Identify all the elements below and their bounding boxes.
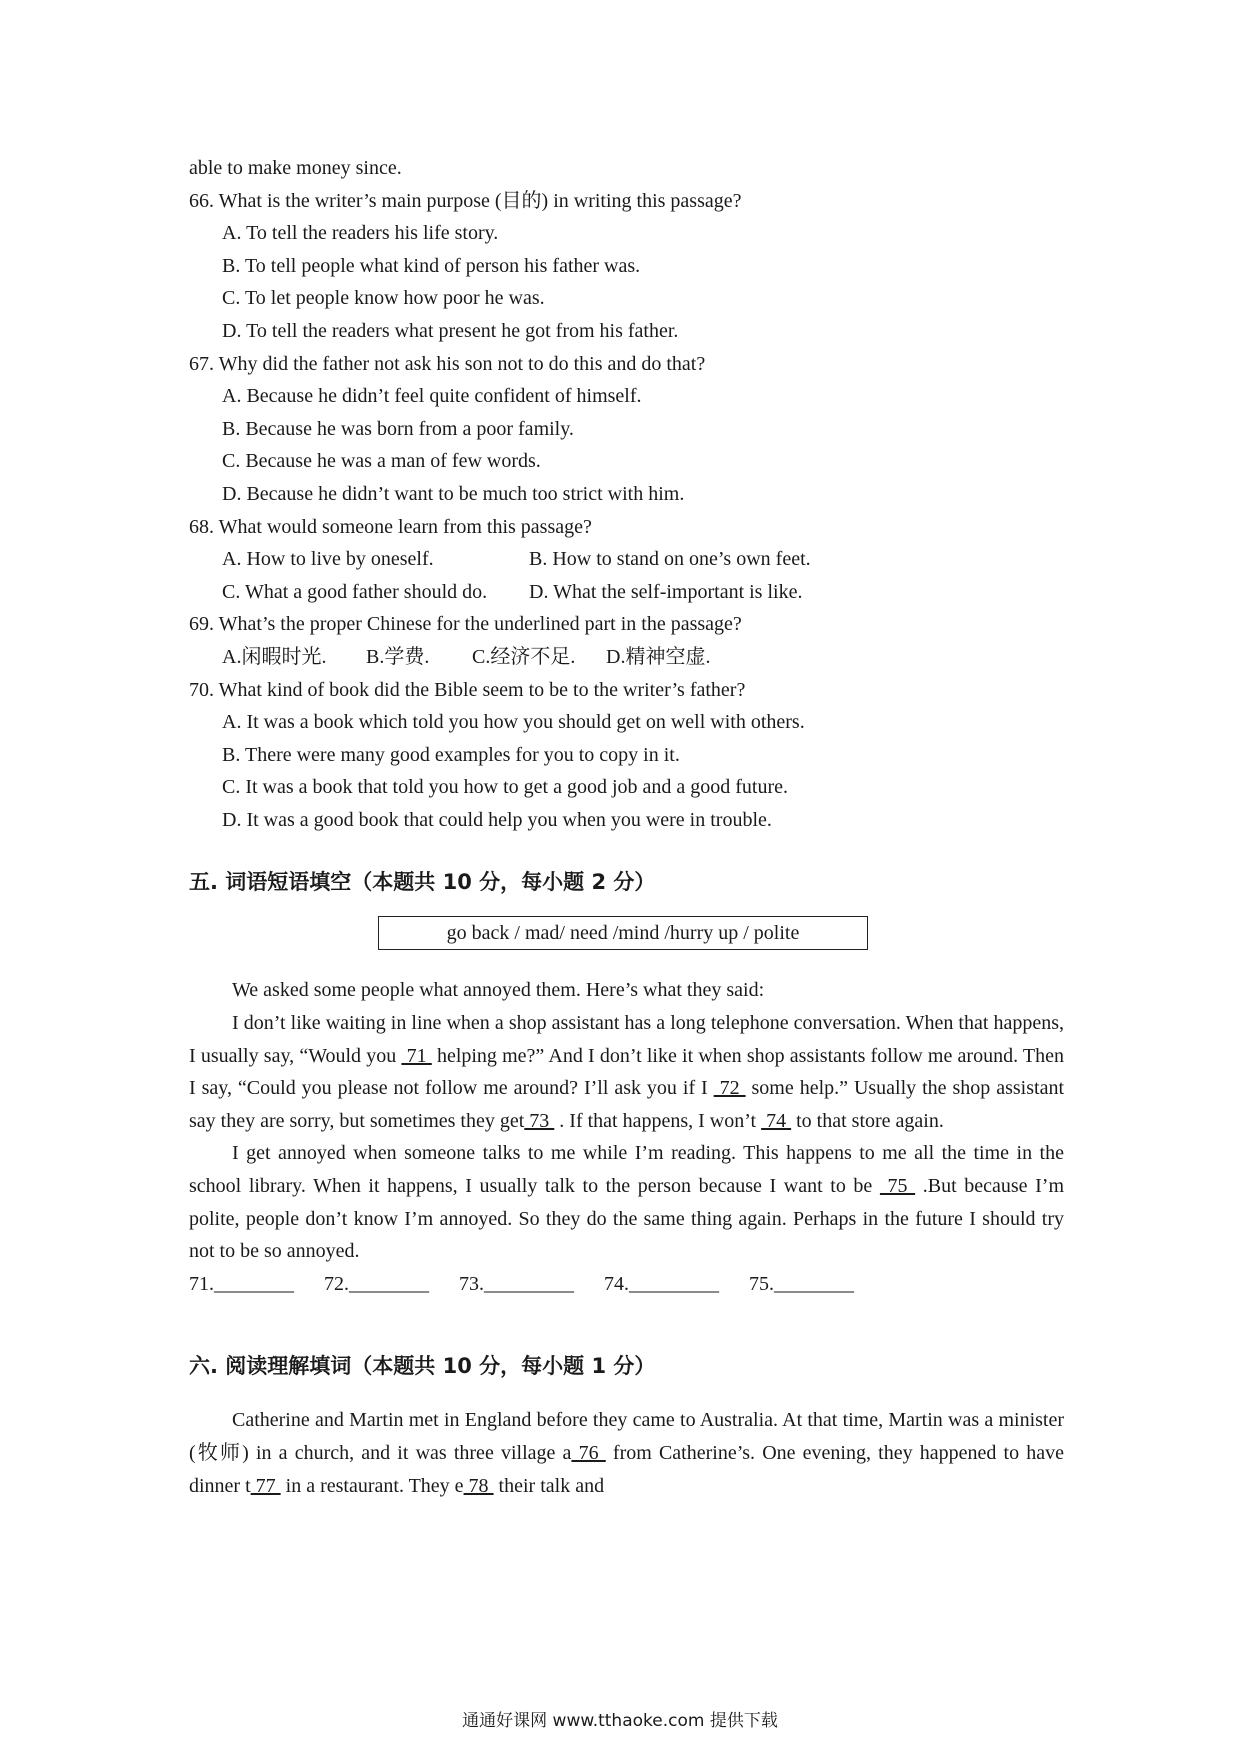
- passage-paragraph-4: [189, 1404, 1064, 1502]
- q70-option-b: B. There were many good examples for you to copy in it.: [222, 743, 680, 766]
- blank-74[interactable]: 74: [761, 1109, 792, 1132]
- question-67-stem: 67. Why did the father not ask his son not to do this and do that?: [189, 352, 706, 375]
- answer-lines-row: [189, 1268, 1064, 1301]
- q68-options-row-1: [189, 543, 1064, 576]
- q67-option-a: A. Because he didn’t feel quite confident of himself.: [222, 385, 642, 408]
- passage-text: in a restaurant. They e: [280, 1474, 464, 1497]
- question-70-stem: 70. What kind of book did the Bible seem to be to the writer’s father?: [189, 678, 746, 701]
- answer-73[interactable]: 73._________: [459, 1272, 574, 1295]
- page-footer: 通通好课网 www.tthaoke.com 提供下载: [462, 1711, 778, 1731]
- passage-text: I get annoyed when someone talks to me while I’m reading. This happens to me all the time in the school library. When it happens, I usually talk to the person because I want to be: [189, 1142, 1064, 1198]
- answer-74[interactable]: 74._________: [604, 1272, 719, 1295]
- blank-73[interactable]: 73: [524, 1109, 555, 1132]
- continuation-line: able to make money since.: [189, 157, 402, 179]
- section-5-passage: [189, 974, 1064, 1267]
- question-66-stem: 66. What is the writer’s main purpose (目的) in writing this passage?: [189, 189, 742, 212]
- q66-option-a: A. To tell the readers his life story.: [222, 222, 499, 245]
- answer-71[interactable]: 71.________: [189, 1272, 294, 1295]
- blank-72[interactable]: 72: [713, 1077, 746, 1100]
- question-68-stem: 68. What would someone learn from this passage?: [189, 515, 592, 538]
- q66-option-c: C. To let people know how poor he was.: [222, 287, 545, 310]
- q68-option-b: B. How to stand on one’s own feet.: [529, 548, 811, 571]
- passage-paragraph-2: [189, 1007, 1064, 1137]
- q70-option-d: D. It was a good book that could help you when you were in trouble.: [222, 808, 772, 831]
- q70-option-c: C. It was a book that told you how to get a good job and a good future.: [222, 776, 789, 799]
- passage-text: helping me?” And I don’t like it when shop assistants follow me around. Then I say, “Could you please not follow me around? I’ll ask you if I: [189, 1044, 1064, 1100]
- q69-option-b: B.学费.: [366, 645, 430, 668]
- section-6-title: 六. 阅读理解填词（本题共 10 分，每小题 1 分）: [189, 1354, 656, 1379]
- passage-text: I don’t like waiting in line when a shop assistant has a long telephone conversation. When that happens, I usually say, “Would you: [189, 1012, 1064, 1067]
- q69-option-d: D.精神空虚.: [606, 645, 711, 668]
- passage-text: from Catherine’s. One evening, they happened to have dinner t: [189, 1442, 1064, 1497]
- q69-option-a: A.闲暇时光.: [222, 645, 327, 668]
- blank-78[interactable]: 78: [463, 1474, 494, 1497]
- q68-option-d: D. What the self-important is like.: [529, 580, 803, 603]
- q66-option-d: D. To tell the readers what present he got from his father.: [222, 319, 679, 342]
- q66-option-b: B. To tell people what kind of person his father was.: [222, 254, 641, 277]
- q69-options-row: [189, 641, 1064, 674]
- word-bank-box: go back / mad/ need /mind /hurry up / polite: [378, 916, 868, 950]
- blank-77[interactable]: 77: [250, 1474, 281, 1497]
- passage-text: to that store again.: [791, 1109, 944, 1132]
- passage-text: some help.” Usually the shop assistant say they are sorry, but sometimes they get: [189, 1077, 1065, 1132]
- passage-text: Catherine and Martin met in England before they came to Australia. At that time, Martin was a minister (牧师) in a church, and it was three village a: [189, 1409, 1064, 1464]
- answer-75[interactable]: 75.________: [749, 1272, 854, 1295]
- question-69-stem: 69. What’s the proper Chinese for the underlined part in the passage?: [189, 613, 742, 636]
- q67-option-b: B. Because he was born from a poor family.: [222, 417, 574, 440]
- section-5-title: 五. 词语短语填空（本题共 10 分，每小题 2 分）: [189, 870, 656, 895]
- q70-option-a: A. It was a book which told you how you should get on well with others.: [222, 711, 805, 734]
- q69-option-c: C.经济不足.: [472, 645, 576, 668]
- passage-text: .But because I’m polite, people don’t know I’m annoyed. So they do the same thing again. Perhaps in the future I should try not to be so annoyed.: [189, 1175, 1064, 1263]
- passage-text: . If that happens, I won’t: [554, 1109, 762, 1132]
- q68-option-a: A. How to live by oneself.: [222, 548, 434, 571]
- q68-options-row-2: [189, 576, 1064, 609]
- answer-72[interactable]: 72.________: [324, 1272, 429, 1295]
- blank-71[interactable]: 71: [401, 1044, 432, 1067]
- blank-75[interactable]: 75: [879, 1175, 916, 1198]
- q67-option-c: C. Because he was a man of few words.: [222, 450, 541, 473]
- page-body: [189, 152, 1064, 1502]
- q68-option-c: C. What a good father should do.: [222, 580, 488, 603]
- q67-option-d: D. Because he didn’t want to be much too strict with him.: [222, 482, 685, 505]
- passage-paragraph-3: [189, 1137, 1064, 1267]
- blank-76[interactable]: 76: [571, 1442, 606, 1464]
- passage-text: their talk and: [493, 1474, 605, 1497]
- passage-paragraph-1: We asked some people what annoyed them. Here’s what they said:: [232, 979, 765, 1002]
- section-6-passage: [189, 1404, 1064, 1502]
